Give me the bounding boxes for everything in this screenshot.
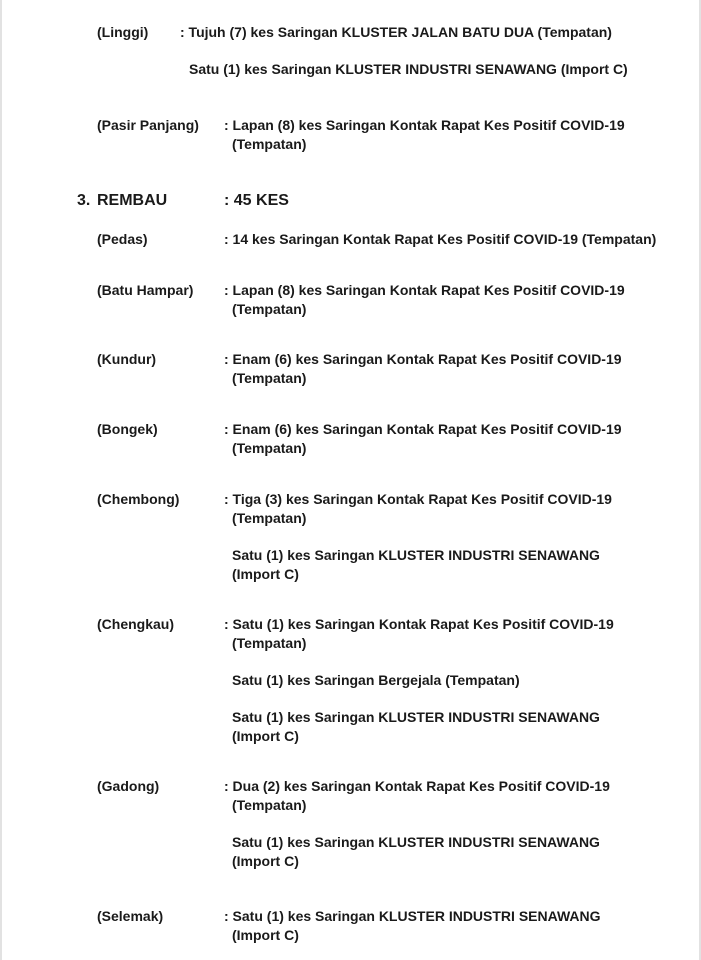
gadong-case-line-3: Satu (1) kes Saringan KLUSTER INDUSTRI SENAWANG [232,834,600,850]
batu-hampar-case-line-1: : Lapan (8) kes Saringan Kontak Rapat Kes Positif COVID-19 [224,282,625,298]
linggi-case-line-1: : Tujuh (7) kes Saringan KLUSTER JALAN BATU DUA (Tempatan) [180,24,612,40]
bongek-case-line-2: (Tempatan) [232,440,307,456]
area-label-kundur: (Kundur) [97,351,157,367]
kundur-case-line-1: : Enam (6) kes Saringan Kontak Rapat Kes Positif COVID-19 [224,351,622,367]
bongek-case-line-1: : Enam (6) kes Saringan Kontak Rapat Kes Positif COVID-19 [224,421,622,437]
batu-hampar-case-line-2: (Tempatan) [232,301,307,317]
area-label-pedas: (Pedas) [97,231,148,247]
chengkau-case-line-4: Satu (1) kes Saringan KLUSTER INDUSTRI SENAWANG [232,709,600,725]
area-label-pasir-panjang: (Pasir Panjang) [97,117,199,133]
area-label-bongek: (Bongek) [97,421,158,437]
kundur-case-line-2: (Tempatan) [232,370,307,386]
chembong-case-line-2: (Tempatan) [232,510,307,526]
chembong-case-line-1: : Tiga (3) kes Saringan Kontak Rapat Kes Positif COVID-19 [224,491,612,507]
chembong-case-line-4: (Import C) [232,566,299,582]
area-label-linggi: (Linggi) [97,24,149,40]
area-label-chengkau: (Chengkau) [97,616,174,632]
chengkau-case-line-3: Satu (1) kes Saringan Bergejala (Tempatan) [232,672,520,688]
pasir-panjang-case-line-1: : Lapan (8) kes Saringan Kontak Rapat Kes Positif COVID-19 [224,117,625,133]
section-number: 3. [77,192,91,209]
linggi-case-line-2: Satu (1) kes Saringan KLUSTER INDUSTRI SENAWANG (Import C) [189,61,628,77]
gadong-case-line-1: : Dua (2) kes Saringan Kontak Rapat Kes Positif COVID-19 [224,778,610,794]
gadong-case-line-2: (Tempatan) [232,797,307,813]
area-label-chembong: (Chembong) [97,491,180,507]
section-total: : 45 KES [224,192,289,209]
area-label-selemak: (Selemak) [97,908,164,924]
pedas-case-line-1: : 14 kes Saringan Kontak Rapat Kes Positif COVID-19 (Tempatan) [224,231,657,247]
chengkau-case-line-2: (Tempatan) [232,635,307,651]
gadong-case-line-4: (Import C) [232,853,299,869]
page-edge-left [0,0,2,960]
selemak-case-line-2: (Import C) [232,927,299,943]
chengkau-case-line-1: : Satu (1) kes Saringan Kontak Rapat Kes Positif COVID-19 [224,616,614,632]
pasir-panjang-case-line-2: (Tempatan) [232,136,307,152]
chengkau-case-line-5: (Import C) [232,728,299,744]
area-label-gadong: (Gadong) [97,778,160,794]
chembong-case-line-3: Satu (1) kes Saringan KLUSTER INDUSTRI SENAWANG [232,547,600,563]
area-label-batu-hampar: (Batu Hampar) [97,282,194,298]
section-district: REMBAU [97,192,168,209]
selemak-case-line-1: : Satu (1) kes Saringan KLUSTER INDUSTRI SENAWANG [224,908,601,924]
